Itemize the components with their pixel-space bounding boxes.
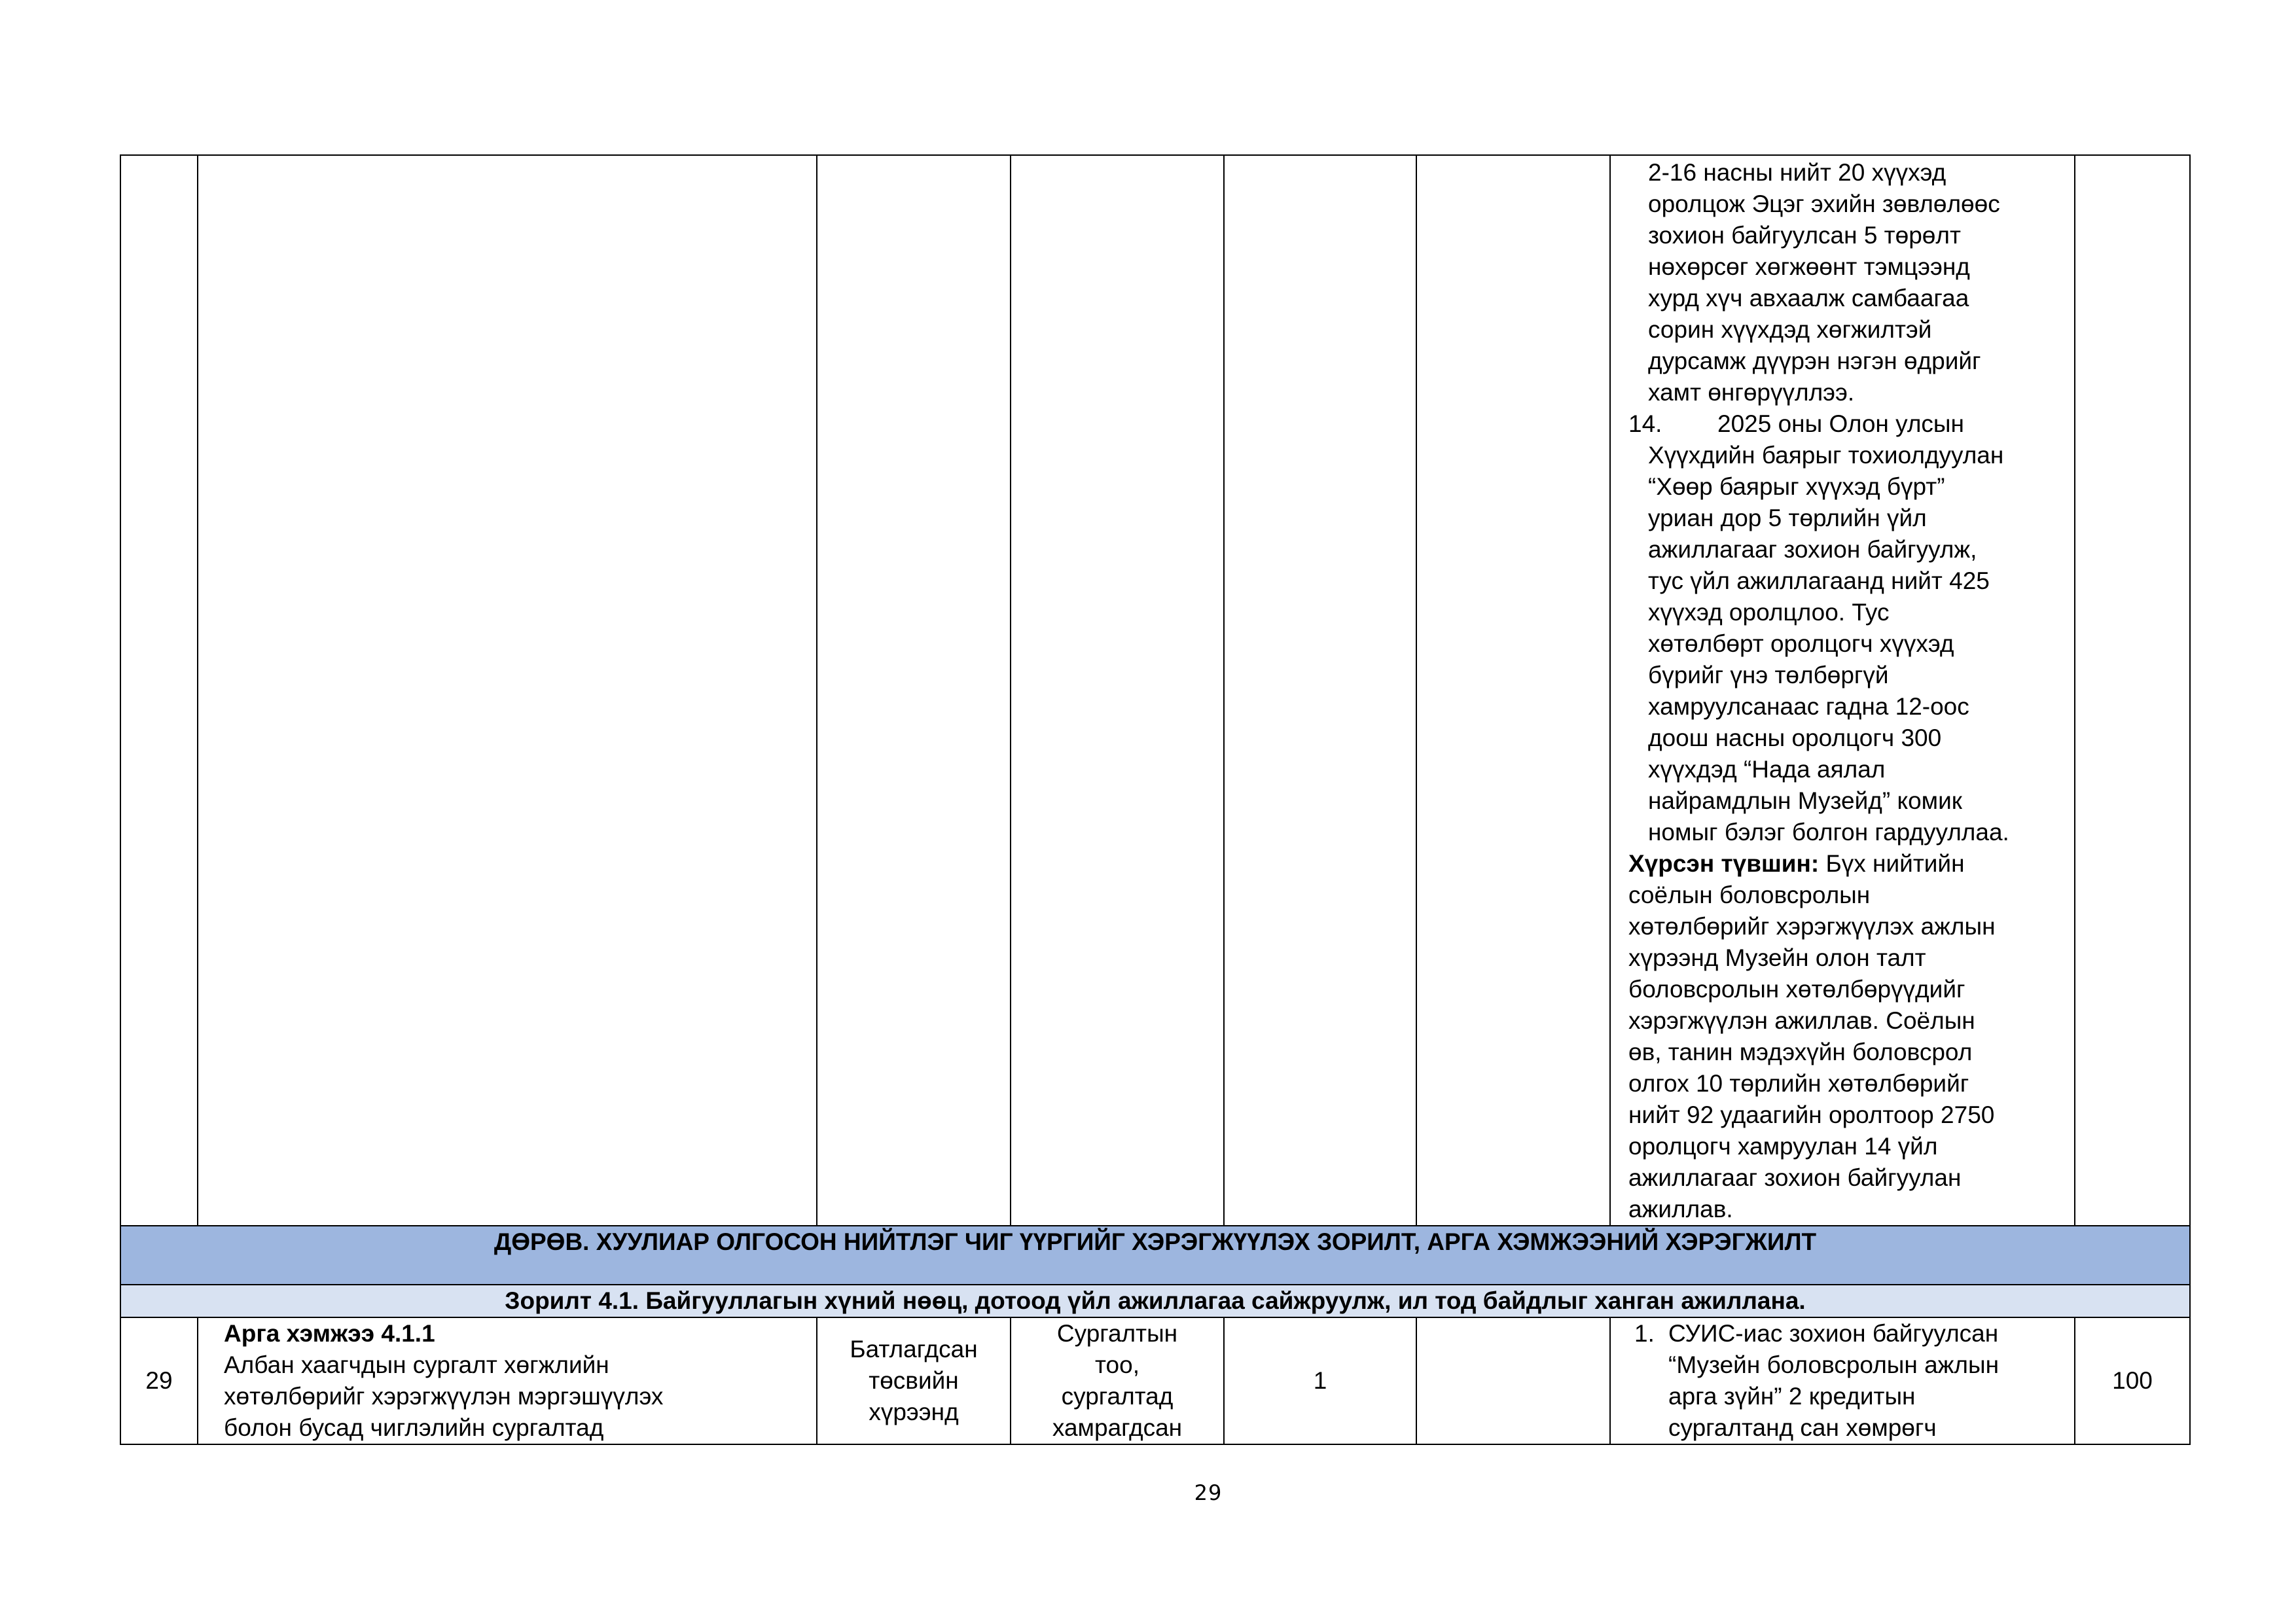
line: 2025 оны Олон улсын <box>1717 410 1964 437</box>
line: хамт өнгөрүүллээ. <box>1648 379 1855 406</box>
line: тоо, <box>1095 1351 1139 1378</box>
section-heading: ДӨРӨВ. ХУУЛИАР ОЛГОСОН НИЙТЛЭГ ЧИГ ҮҮРГИЙГ ХЭРЭГЖҮҮЛЭХ ЗОРИЛТ, АРГА ХЭМЖЭЭНИЙ ХЭРЭГЖИЛТ <box>120 1226 2190 1285</box>
line: хүүхдэд “Нада аялал <box>1648 756 1886 783</box>
line: Сургалтын <box>1056 1320 1178 1347</box>
line: Хүүхдийн баярыг тохиолдуулан <box>1648 442 2004 469</box>
baseline-cell <box>1416 1317 1610 1444</box>
target-cell: 1 <box>1224 1317 1416 1444</box>
empty-cell <box>1224 155 1416 1226</box>
empty-cell <box>2075 155 2190 1226</box>
line: Бүх нийтийн <box>1825 850 1965 877</box>
goal-heading-row <box>120 1285 2190 1317</box>
line: 2-16 насны нийт 20 хүүхэд <box>1648 159 1946 186</box>
line: боловсролын хөтөлбөрүүдийг <box>1628 976 1965 1003</box>
line: хөтөлбөрийг хэрэгжүүлэн мэргэшүүлэх <box>224 1383 664 1410</box>
line: хүүхэд оролцлоо. Тус <box>1648 599 1890 626</box>
line: Албан хаагчдын сургалт хөгжлийн <box>224 1351 609 1378</box>
line: сургалтад <box>1061 1383 1174 1410</box>
line: оролцогч хамруулан 14 үйл <box>1628 1133 1938 1160</box>
line: хүрээнд <box>869 1399 959 1425</box>
line: хөтөлбөрийг хэрэгжүүлэх ажлын <box>1628 913 1996 940</box>
indicator-cell <box>1011 1317 1224 1444</box>
line: номыг бэлэг болгон гардууллаа. <box>1648 819 2009 846</box>
line: “Музейн боловсролын ажлын <box>1668 1351 2000 1378</box>
line: уриан дор 5 төрлийн үйл <box>1648 505 1927 531</box>
page-number: 29 <box>1194 1480 1223 1505</box>
line: хамруулсанаас гадна 12-оос <box>1648 693 1969 720</box>
line: ажиллав. <box>1628 1196 1733 1222</box>
line: ажиллагааг зохион байгуулж, <box>1648 536 1977 563</box>
empty-cell <box>120 155 198 1226</box>
continuation-text <box>1611 156 2074 408</box>
line: “Хөөр баярыг хүүхэд бүрт” <box>1648 473 1945 500</box>
reached-level <box>1611 848 2074 1225</box>
line: сорин хүүхдэд хөгжилтэй <box>1648 316 1932 343</box>
table-row <box>120 1317 2190 1444</box>
line: хурд хүч авхаалж самбаагаа <box>1648 285 1969 312</box>
line: болон бусад чиглэлийн сургалтад <box>224 1414 604 1441</box>
line: зохион байгуулсан 5 төрөлт <box>1648 222 1961 249</box>
empty-cell <box>1416 155 1610 1226</box>
line: Батлагдсан <box>850 1336 978 1363</box>
goal-heading: Зорилт 4.1. Байгууллагын хүний нөөц, дотоод үйл ажиллагаа сайжруулж, ил тод байдлыг ханган ажиллана. <box>120 1285 2190 1317</box>
item-number: 14. <box>1628 410 1662 437</box>
line: арга зүйн” 2 кредитын <box>1668 1383 1916 1410</box>
item-number: 1. <box>1634 1320 1655 1347</box>
row-number: 29 <box>120 1317 198 1444</box>
continued-row <box>120 155 2190 1226</box>
report-table <box>120 154 2191 1445</box>
line: тус үйл ажиллагаанд нийт 425 <box>1648 567 1990 594</box>
line: төсвийн <box>869 1367 959 1394</box>
line: дурсамж дүүрэн нэгэн өдрийг <box>1648 348 1981 374</box>
empty-cell <box>1011 155 1224 1226</box>
line: оролцож Эцэг эхийн зөвлөлөөс <box>1648 190 2000 217</box>
line: бүрийг үнэ төлбөргүй <box>1648 662 1889 688</box>
section-heading-row <box>120 1226 2190 1285</box>
result-cell <box>1610 155 2075 1226</box>
score-cell: 100 <box>2075 1317 2190 1444</box>
empty-cell <box>817 155 1011 1226</box>
line: доош насны оролцогч 300 <box>1648 724 1942 751</box>
line: хэрэгжүүлэн ажиллав. Соёлын <box>1628 1007 1975 1034</box>
line: олгох 10 төрлийн хөтөлбөрийг <box>1628 1070 1969 1097</box>
measure-cell <box>198 1317 817 1444</box>
item-14 <box>1611 408 2074 848</box>
funding-cell <box>817 1317 1011 1444</box>
line: өв, танин мэдэхүйн боловсрол <box>1628 1039 1973 1065</box>
line: хамрагдсан <box>1052 1414 1183 1441</box>
measure-title: Арга хэмжээ 4.1.1 <box>224 1320 435 1347</box>
line: найрамдлын Музейд” комик <box>1648 787 1962 814</box>
line: хүрээнд Музейн олон талт <box>1628 944 1926 971</box>
line: хөтөлбөрт оролцогч хүүхэд <box>1648 630 1954 657</box>
line: нийт 92 удаагийн оролтоор 2750 <box>1628 1101 1995 1128</box>
line: нөхөрсөг хөгжөөнт тэмцээнд <box>1648 253 1970 280</box>
result-cell <box>1610 1317 2075 1444</box>
line: СУИС-иас зохион байгуулсан <box>1668 1320 1999 1347</box>
reached-label: Хүрсэн түвшин: <box>1628 850 1820 877</box>
line: сургалтанд сан хөмрөгч <box>1668 1414 1937 1441</box>
line: ажиллагааг зохион байгуулан <box>1628 1164 1962 1191</box>
empty-cell <box>198 155 817 1226</box>
line: соёлын боловсролын <box>1628 882 1871 908</box>
